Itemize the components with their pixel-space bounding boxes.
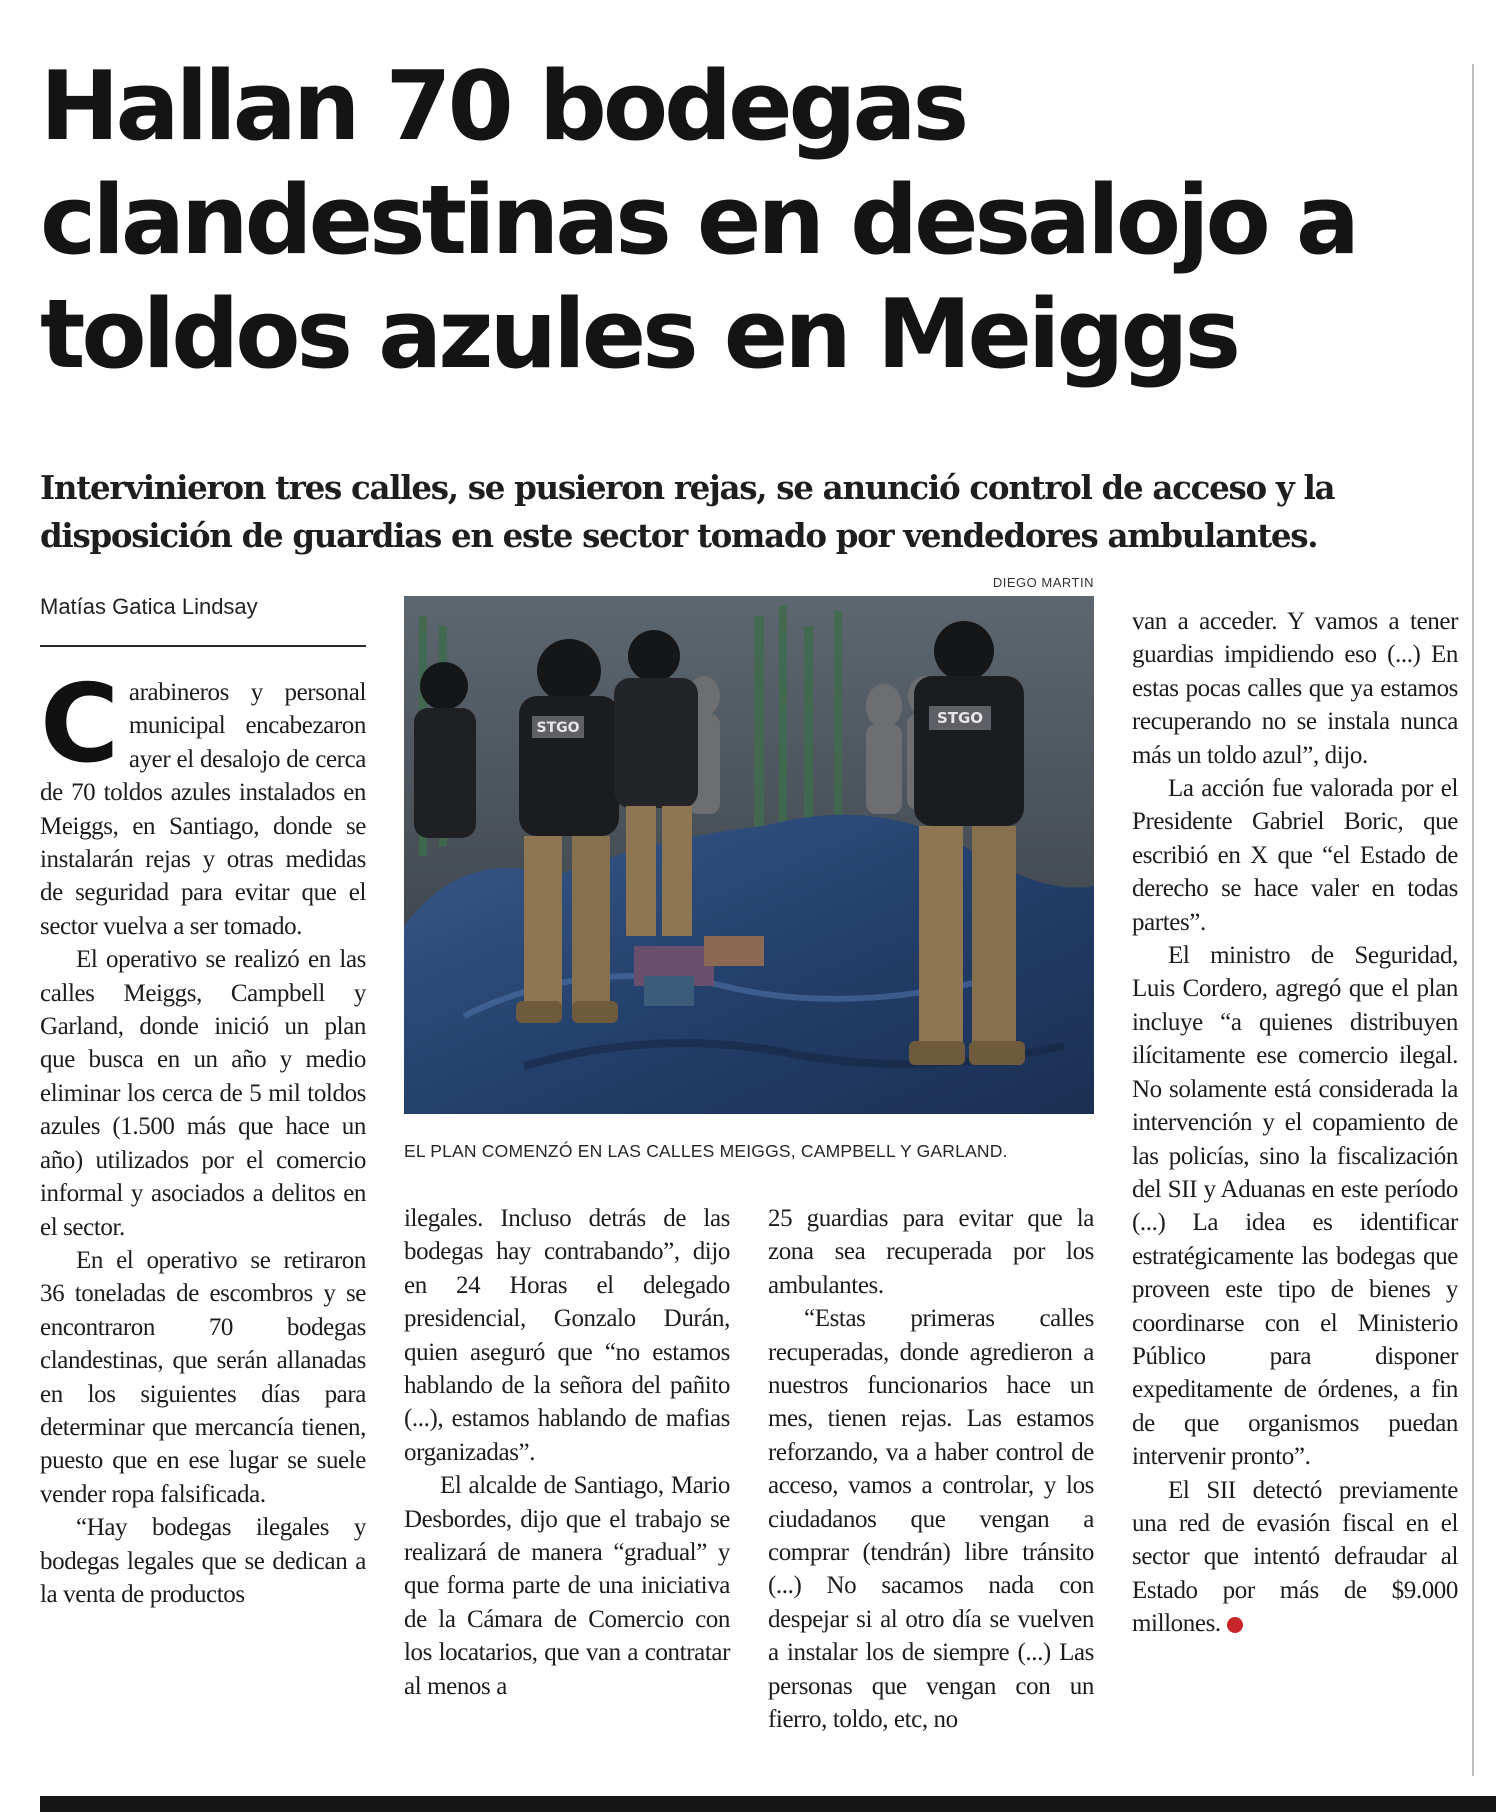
article-photo [404,596,1094,1114]
vest-label: STGO [936,709,984,727]
vest-label: STGO [536,720,580,736]
officer-edge [414,662,476,838]
byline: Matías Gatica Lindsay [40,594,258,619]
dropcap: C [40,662,119,787]
article-column-1 [40,662,366,1611]
paragraph: “Estas primeras calles recuperadas, donde agredieron a nuestros funcionarios hace un mes, tienen rejas. Las estamos reforzando, va a haber control de acceso, vamos a controlar, y los ciudadanos que vengan a comprar (tendrán) libre tránsito (...) No sacamos nada con despejar si al otro día se vuelven a instalar los de siempre (...) Las personas que vengan con un fierro, toldo, etc, no [768,1305,1094,1734]
paragraph: En el operativo se retiraron 36 toneladas de escombros y se encontraron 70 bodegas clandestinas, que serán allanadas en los siguientes días para determinar que mercancía tienen, puesto que en ese lugar se suele vender ropa falsificada. [40,1246,366,1508]
paragraph [40,662,366,943]
paragraph: El operativo se realizó en las calles Meiggs, Campbell y Garland, donde inició un plan que busca en un año y medio eliminar los cerca de 5 mil toldos azules (1.500 más que hace un año) utilizados por el comercio informal y asociados a delitos en el sector. [40,946,366,1241]
paragraph: ilegales. Incluso detrás de las bodegas hay contrabando”, dijo en 24 Horas el delegado presidencial, Gonzalo Durán, quien aseguró que “no estamos hablando de la señora del pañito (...), estamos hablando de mafias organizadas”. [404,1205,730,1466]
paragraph: El alcalde de Santiago, Mario Desbordes, dijo que el trabajo se realizará de manera “gradual” y que forma parte de una iniciativa de la Cámara de Comercio con los locatarios, que van a contratar al menos a [404,1472,730,1700]
photo-illustration [404,596,1094,1114]
paragraph: van a acceder. Y vamos a tener guardias impidiendo eso (...) En estas pocas calles que ya estamos recuperando no se instala nunca más un toldo azul”, dijo. [1132,608,1458,769]
headline: Hallan 70 bodegas clandestinas en desalojo a toldos azules en Meiggs [40,52,1356,390]
article-column-2 [404,1202,730,1703]
paragraph: El ministro de Seguridad, Luis Cordero, agregó que el plan incluye “a quienes distribuyen ilícitamente ese comercio ilegal. No solamente está considerada la intervención y el copamiento de las policías, sino la fiscalización del SII y Aduanas en este período (...) La idea es identificar estratégicamente las bodegas que proveen este tipo de bienes y coordinarse con el Ministerio Público para disponer expeditamente de órdenes, a fin de que organismos puedan intervenir pronto”. [1132,942,1458,1471]
article-column-4 [1132,605,1458,1641]
article-column-3 [768,1202,1094,1737]
photo-credit: DIEGO MARTIN [992,575,1094,590]
column-rule-right [1472,64,1474,1776]
subheadline: Intervinieron tres calles, se pusieron rejas, se anunció control de acceso y la disposición de guardias en este sector tomado por vendedores ambulantes. [40,468,1335,555]
paragraph-text: arabineros y personal municipal encabezaron ayer el desalojo de cerca de 70 toldos azules instalados en Meiggs, en Santiago, donde se instalarán rejas y otras medidas de seguridad para evitar que el sector vuelva a ser tomado. [40,679,366,940]
end-mark-icon: ✪ [1227,1617,1243,1633]
photo-caption: EL PLAN COMENZÓ EN LAS CALLES MEIGGS, CAMPBELL Y GARLAND. [404,1141,1008,1161]
paragraph-text: El SII detectó previamente una red de evasión fiscal en el sector que intentó defraudar al Estado por más de $9.000 millones. [1132,1476,1458,1638]
paragraph [1132,1474,1458,1641]
byline-divider [40,645,366,647]
paragraph: “Hay bodegas ilegales y bodegas legales que se dedican a la venta de productos [40,1514,366,1608]
bottom-rule [40,1796,1496,1812]
paragraph: La acción fue valorada por el Presidente Gabriel Boric, que escribió en X que “el Estado de derecho se hace valer en todas partes”. [1132,775,1458,936]
paragraph: 25 guardias para evitar que la zona sea recuperada por los ambulantes. [768,1205,1094,1299]
